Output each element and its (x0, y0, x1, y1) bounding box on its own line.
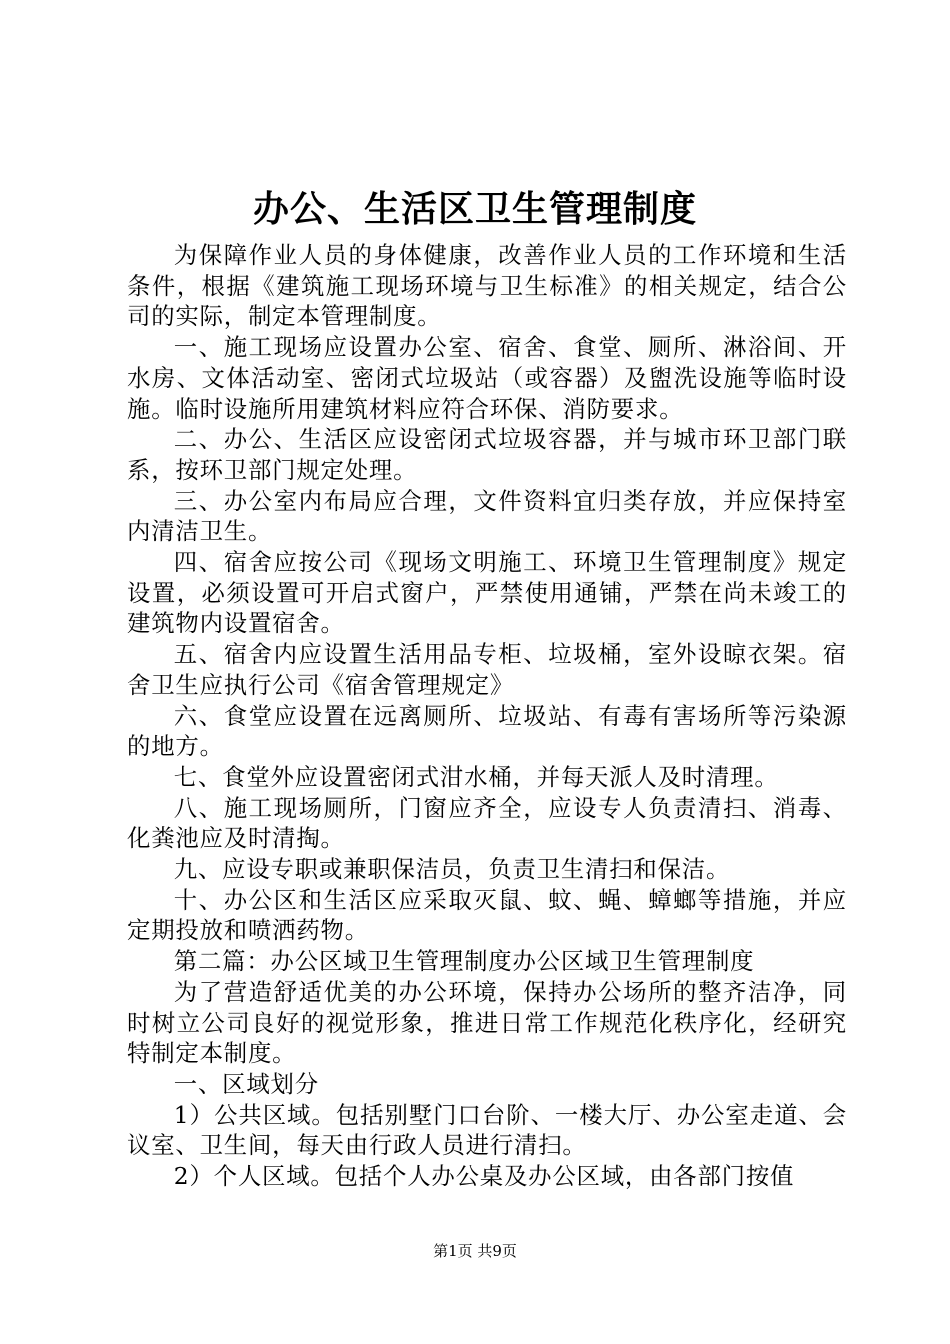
paragraph-item-2: 二、办公、生活区应设密闭式垃圾容器，并与城市环卫部门联系，按环卫部门规定处理。 (127, 425, 847, 484)
paragraph-item-3: 三、办公室内布局应合理，文件资料宜归类存放，并应保持室内清洁卫生。 (127, 486, 847, 546)
paragraph-public-area: 1）公共区域。包括别墅门口台阶、一楼大厅、办公室走道、会议室、卫生间，每天由行政人员进行清扫。 (127, 1100, 847, 1160)
paragraph-item-5: 五、宿舍内应设置生活用品专柜、垃圾桶，室外设晾衣架。宿舍卫生应执行公司《宿舍管理规定》 (127, 640, 847, 699)
paragraph-item-7: 七、食堂外应设置密闭式泔水桶，并每天派人及时清理。 (173, 762, 779, 791)
section-heading-part-two: 第二篇：办公区域卫生管理制度办公区域卫生管理制度 (173, 947, 755, 976)
paragraph-item-9: 九、应设专职或兼职保洁员，负责卫生清扫和保洁。 (173, 855, 731, 884)
page-number-footer: 第1页 共9页 (433, 1242, 517, 1260)
paragraph-personal-area: 2）个人区域。包括个人办公桌及办公区域，由各部门按值 (173, 1162, 795, 1191)
paragraph-item-4: 四、宿舍应按公司《现场文明施工、环境卫生管理制度》规定设置，必须设置可开启式窗户，严禁使用通铺，严禁在尚未竣工的建筑物内设置宿舍。 (127, 548, 847, 638)
document-title: 办公、生活区卫生管理制度 (252, 188, 697, 230)
paragraph-intro: 为保障作业人员的身体健康，改善作业人员的工作环境和生活条件，根据《建筑施工现场环境与卫生标准》的相关规定，结合公司的实际，制定本管理制度。 (127, 241, 847, 331)
document-body (127, 240, 847, 1192)
paragraph-part-two-intro: 为了营造舒适优美的办公环境，保持办公场所的整齐洁净，同时树立公司良好的视觉形象，推进日常工作规范化秩序化，经研究特制定本制度。 (127, 977, 847, 1068)
paragraph-area-division: 一、区域划分 (173, 1069, 319, 1098)
paragraph-item-10: 十、办公区和生活区应采取灭鼠、蚊、蝇、蟑螂等措施，并应定期投放和喷洒药物。 (127, 885, 847, 945)
paragraph-item-6: 六、食堂应设置在远离厕所、垃圾站、有毒有害场所等污染源的地方。 (127, 701, 847, 761)
paragraph-item-1: 一、施工现场应设置办公室、宿舍、食堂、厕所、淋浴间、开水房、文体活动室、密闭式垃圾站（或容器）及盥洗设施等临时设施。临时设施所用建筑材料应符合环保、消防要求。 (127, 333, 847, 423)
paragraph-item-8: 八、施工现场厕所，门窗应齐全，应设专人负责清扫、消毒、化粪池应及时清掏。 (127, 793, 847, 853)
